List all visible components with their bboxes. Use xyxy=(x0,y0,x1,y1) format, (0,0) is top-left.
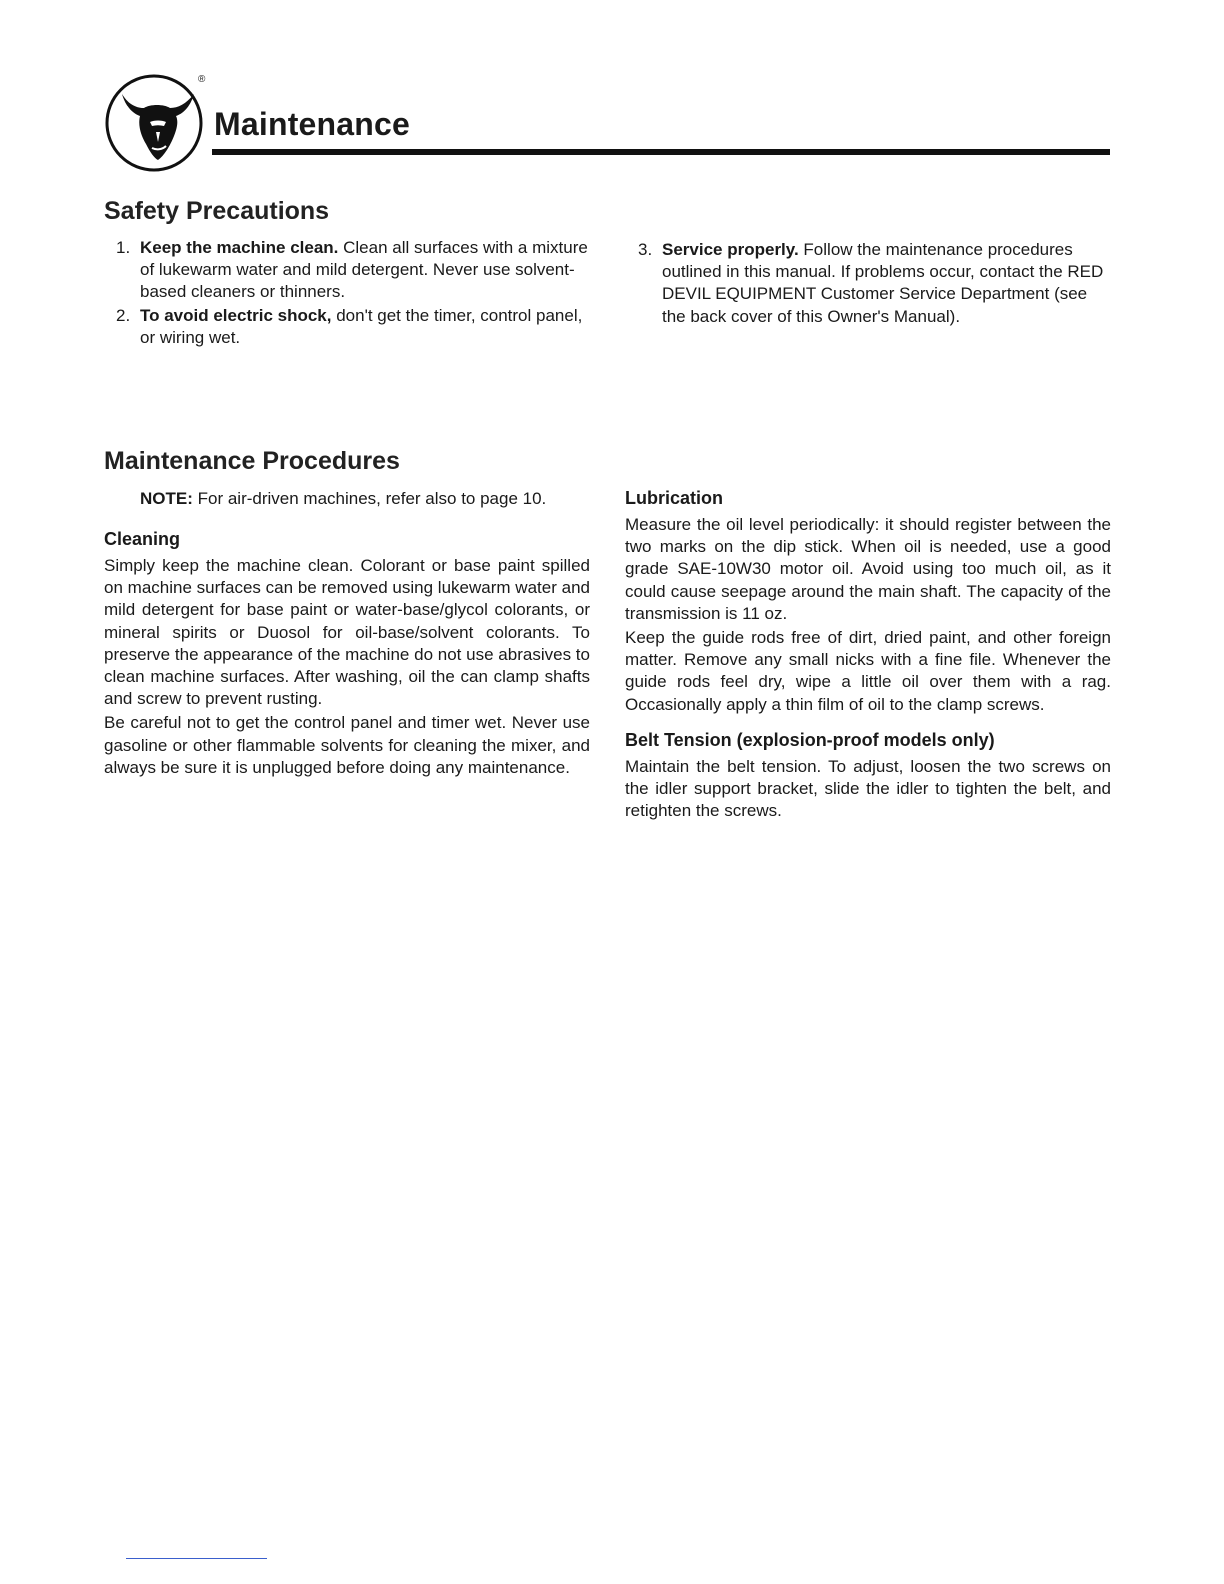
red-devil-logo-icon xyxy=(104,72,212,172)
maintenance-procedures-heading: Maintenance Procedures xyxy=(104,447,400,475)
safety-precautions-heading: Safety Precautions xyxy=(104,197,330,225)
procedures-left-column xyxy=(104,528,590,781)
item-text: Follow the maintenance procedures outlined in this manual. If problems occur, contact the RED DEVIL EQUIPMENT Customer Service Department (see the back cover of this Owner's Manual). xyxy=(662,240,1104,326)
footer-rule xyxy=(126,1558,267,1559)
safety-item-1 xyxy=(104,237,592,304)
item-lead: Keep the machine clean. xyxy=(140,238,339,257)
lubrication-heading: Lubrication xyxy=(625,488,723,508)
registered-mark: ® xyxy=(198,74,206,85)
item-lead: To avoid electric shock, xyxy=(140,305,332,325)
cleaning-paragraph-1: Simply keep the machine clean. Colorant or base paint spilled on machine surfaces can be removed using lukewarm water and mild detergent for base paint or water-base/glycol colorants, or mineral spirits or Duosol for oil-base/solvent colorants. To preserve the appearance of the machine do not use abrasives to clean machine surfaces. After washing, oil the can clamp shafts and screw to prevent rusting. xyxy=(104,556,590,709)
note-label: NOTE: xyxy=(140,489,193,508)
safety-item-2 xyxy=(104,305,592,349)
safety-list-left xyxy=(104,237,592,350)
lubrication-paragraph-1: Measure the oil level periodically: it should register between the two marks on the dip stick. When oil is needed, use a good grade SAE-10W30 motor oil. Avoid using too much oil, as it could cause seepage around the main shaft. The capacity of the transmission is 11 oz. xyxy=(625,515,1111,623)
item-number: 3. xyxy=(638,240,653,259)
note-text: For air-driven machines, refer also to page 10. xyxy=(192,489,547,508)
procedures-right-column xyxy=(625,487,1111,824)
page-title: Maintenance xyxy=(214,106,411,142)
cleaning-paragraph-2: Be careful not to get the control panel and timer wet. Never use gasoline or other flammable solvents for cleaning the mixer, and always be sure it is unplugged before doing any maintenance. xyxy=(104,713,590,777)
cleaning-heading: Cleaning xyxy=(104,529,181,549)
item-lead: Service properly. xyxy=(662,240,799,259)
belt-tension-paragraph: Maintain the belt tension. To adjust, loosen the two screws on the idler support bracket, slide the idler to tighten the belt, and retighten the screws. xyxy=(625,756,1111,821)
belt-tension-heading: Belt Tension (explosion-proof models only) xyxy=(625,729,995,750)
title-rule xyxy=(212,149,1110,155)
air-driven-note xyxy=(140,488,600,510)
safety-list-right xyxy=(626,239,1112,329)
item-number: 2. xyxy=(116,305,131,325)
lubrication-paragraph-2: Keep the guide rods free of dirt, dried paint, and other foreign matter. Remove any small nicks with a fine file. Whenever the guide rods feel dry, wipe a little oil over them with a rag. Occasionally apply a thin film of oil to the clamp screws. xyxy=(625,628,1111,714)
item-text: don't get the timer, control panel, or wiring wet. xyxy=(140,305,583,347)
item-number: 1. xyxy=(116,238,131,257)
item-text: Clean all surfaces with a mixture of lukewarm water and mild detergent. Never use solvent-based cleaners or thinners. xyxy=(140,238,588,302)
safety-item-3 xyxy=(626,239,1112,328)
